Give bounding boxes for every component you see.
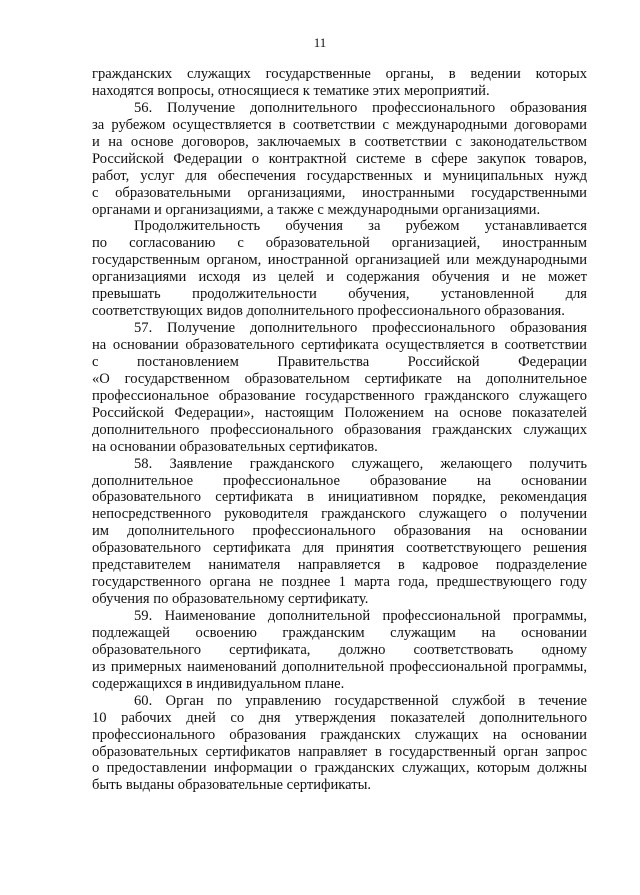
text-line: из примерных наименований дополнительной профессиональной программы, <box>92 658 587 675</box>
text-line: подлежащей освоению гражданским служащим на основании <box>92 624 587 641</box>
text-line: государственным органом, иностранной организацией или международными <box>92 252 587 269</box>
text-line: 56. Получение дополнительного профессионального образования <box>134 99 587 116</box>
text-line: образовательного сертификата, должно соответствовать одному <box>92 641 587 658</box>
text-line: представителем нанимателя направляется в кадровое подразделение <box>92 557 587 574</box>
text-line: с образовательными организациями, иностранными государственными <box>92 184 587 201</box>
text-line: государственного органа не позднее 1 марта года, предшествующего году <box>92 574 587 591</box>
text-line: «О государственном образовательном сертификате на дополнительное <box>92 370 587 387</box>
text-line: образовательных сертификатов направляет в государственный орган запрос <box>92 743 587 760</box>
text-line: 59. Наименование дополнительной профессиональной программы, <box>134 608 587 624</box>
text-line: по согласованию с образовательной организацией, иностранным <box>92 235 587 252</box>
text-line: организациями исходя из целей и содержания обучения и не может <box>92 269 587 286</box>
text-line: за рубежом осуществляется в соответствии с международными договорами <box>92 116 587 133</box>
page-number: 11 <box>313 35 327 50</box>
text-line: быть выданы образовательные сертификаты. <box>92 777 372 794</box>
text-line: непосредственного руководителя гражданского служащего о получении <box>92 506 587 523</box>
text-line: на основании образовательного сертификата осуществляется в соответствии <box>92 337 587 353</box>
text-line: работ, услуг для обеспечения государственных и муниципальных нужд <box>92 167 587 184</box>
text-line: Продолжительность обучения за рубежом устанавливается <box>134 218 587 235</box>
text-line: превышать продолжительности обучения, установленной для <box>92 286 587 303</box>
text-line: 58. Заявление гражданского служащего, желающего получить <box>134 455 587 472</box>
text-line: о предоставлении информации о гражданских служащих, которым должны <box>92 760 587 777</box>
text-line: профессионального образования гражданских служащих на основании <box>92 726 587 743</box>
text-line: образовательного сертификата в инициативном порядке, рекомендация <box>92 489 587 506</box>
text-line: дополнительное профессиональное образование на основании <box>92 472 587 489</box>
document-body <box>92 66 587 794</box>
text-line: соответствующих видов дополнительного профессионального образования. <box>92 303 565 320</box>
text-line: 57. Получение дополнительного профессионального образования <box>134 320 587 337</box>
text-line: профессиональное образование государственного гражданского служащего <box>92 387 587 404</box>
text-line: дополнительного профессионального образования гражданских служащих <box>92 421 587 438</box>
text-line: 10 рабочих дней со дня утверждения показателей дополнительного <box>92 709 587 726</box>
text-line: им дополнительного профессионального образования на основании <box>92 523 587 540</box>
text-line: 60. Орган по управлению государственной службой в течение <box>134 692 587 709</box>
text-line: Российской Федерации о контрактной системе в сфере закупок товаров, <box>92 150 587 167</box>
text-line: на основании образовательных сертификатов. <box>92 438 378 455</box>
text-line: и на основе договоров, заключаемых в соответствии с законодательством <box>92 133 587 150</box>
text-line: гражданских служащих государственные органы, в ведении которых <box>92 66 587 82</box>
text-line: содержащихся в индивидуальном плане. <box>92 675 345 692</box>
text-line: образовательного сертификата для принятия соответствующего решения <box>92 540 587 557</box>
text-line: Российской Федерации», настоящим Положением на основе показателей <box>92 404 587 421</box>
text-line: органами и организациями, а также с международными организациями. <box>92 201 541 218</box>
text-line: находятся вопросы, относящиеся к тематике этих мероприятий. <box>92 82 490 99</box>
text-line: обучения по образовательному сертификату. <box>92 591 369 608</box>
text-line: с постановлением Правительства Российской Федерации <box>92 353 587 370</box>
